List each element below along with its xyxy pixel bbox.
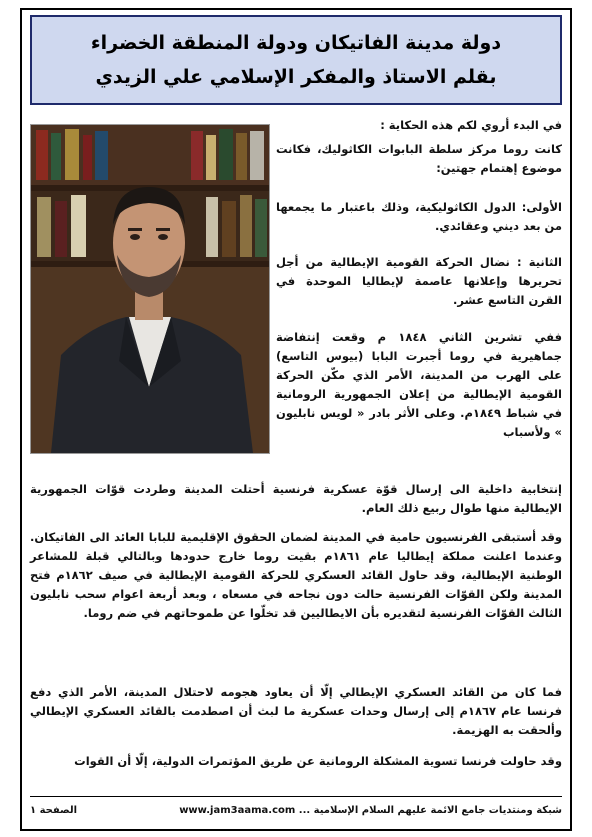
footer-divider xyxy=(30,796,562,797)
author-photo xyxy=(30,124,270,454)
paragraph-uprising: ففي تشرين الثاني ١٨٤٨ م وقعت إنتفاضة جماهيرية في روما أجبرت البابا (بيوس التاسع) على الهرب من المدينة، الأمر الذي مكّن الحركة القومية الإيطالية من إعلان الجمهورية الرومانية في شباط ١٨٤٩م. وعلى الأثر بادر « لويس نابليون » ولأسباب xyxy=(276,330,563,439)
article-byline: بقلم الاستاذ والمفكر الإسلامي علي الزيدي xyxy=(95,66,497,88)
paragraph-first: الأولى: الدول الكاثوليكية، وذلك باعتبار ما يجمعها من بعد ديني وعقائدي. xyxy=(276,200,562,233)
page-footer xyxy=(30,800,562,820)
paragraph-garrison: وقد أستبقى الفرنسيون حامية في المدينة لضمان الحقوق الإقليمية للبابا العائد الى الفاتيكان. وعندما اعلنت مملكة إيطاليا عام ١٨٦١م بقيت روما خارج حدودها وبالتالي قبلة للمشاعر الوطنية الإيطالية، وقد حاول القائد العسكري للحركة القومية الإيطالية في صيف ١٨٦٢م فتح المدينة ولكن القوّات الفرنسية حالت دون نجاحه في مسعاه ، وبعد أربعة اعوام سحب نابليون الثالث القوّات الفرنسية لتقديره بأن الايطاليين قد تخلّوا عن طموحاتهم في ضم روما. xyxy=(30,530,563,620)
paragraph-second: الثانية : نضال الحركة القومية الإيطالية من أجل تحريرها وإعلانها عاصمة لإيطاليا الموحدة في القرن التاسع عشر. xyxy=(276,255,562,307)
footer-site: شبكة ومنتديات جامع الائمة عليهم السلام الإسلامية ... www.jam3aama.com xyxy=(179,804,562,816)
paragraph-rome: كانت روما مركز سلطة البابوات الكاثوليك، فكانت موضوع إهتمام جهتين: xyxy=(276,142,562,175)
paragraph-intro: في البدء أروي لكم هذه الحكاية : xyxy=(380,118,562,132)
page-number: الصفحة ١ xyxy=(30,804,78,816)
paragraph-conferences: وقد حاولت فرنسا تسوية المشكلة الرومانية عن طريق المؤتمرات الدولية، إلّا أن القوات xyxy=(74,754,562,768)
author-portrait-image xyxy=(31,125,269,453)
paragraph-attack: فما كان من القائد العسكري الإيطالي إلّا أن يعاود هجومه لاحتلال المدينة، الأمر الذي دفع فرنسا عام ١٨٦٧م إلى إرسال وحدات عسكرية ما لبث أن اصطدمت بالقائد العسكري الإيطالي وألحقت به الهزيمة. xyxy=(30,685,562,737)
article-title: دولة مدينة الفاتيكان ودولة المنطقة الخضراء xyxy=(90,32,502,54)
paragraph-french-force: إنتخابية داخلية الى إرسال قوّة عسكرية فرنسية أحتلت المدينة وطردت قوّات الجمهورية الإيطالية منها طوال ربيع ذلك العام. xyxy=(30,482,562,515)
title-box xyxy=(30,15,562,105)
